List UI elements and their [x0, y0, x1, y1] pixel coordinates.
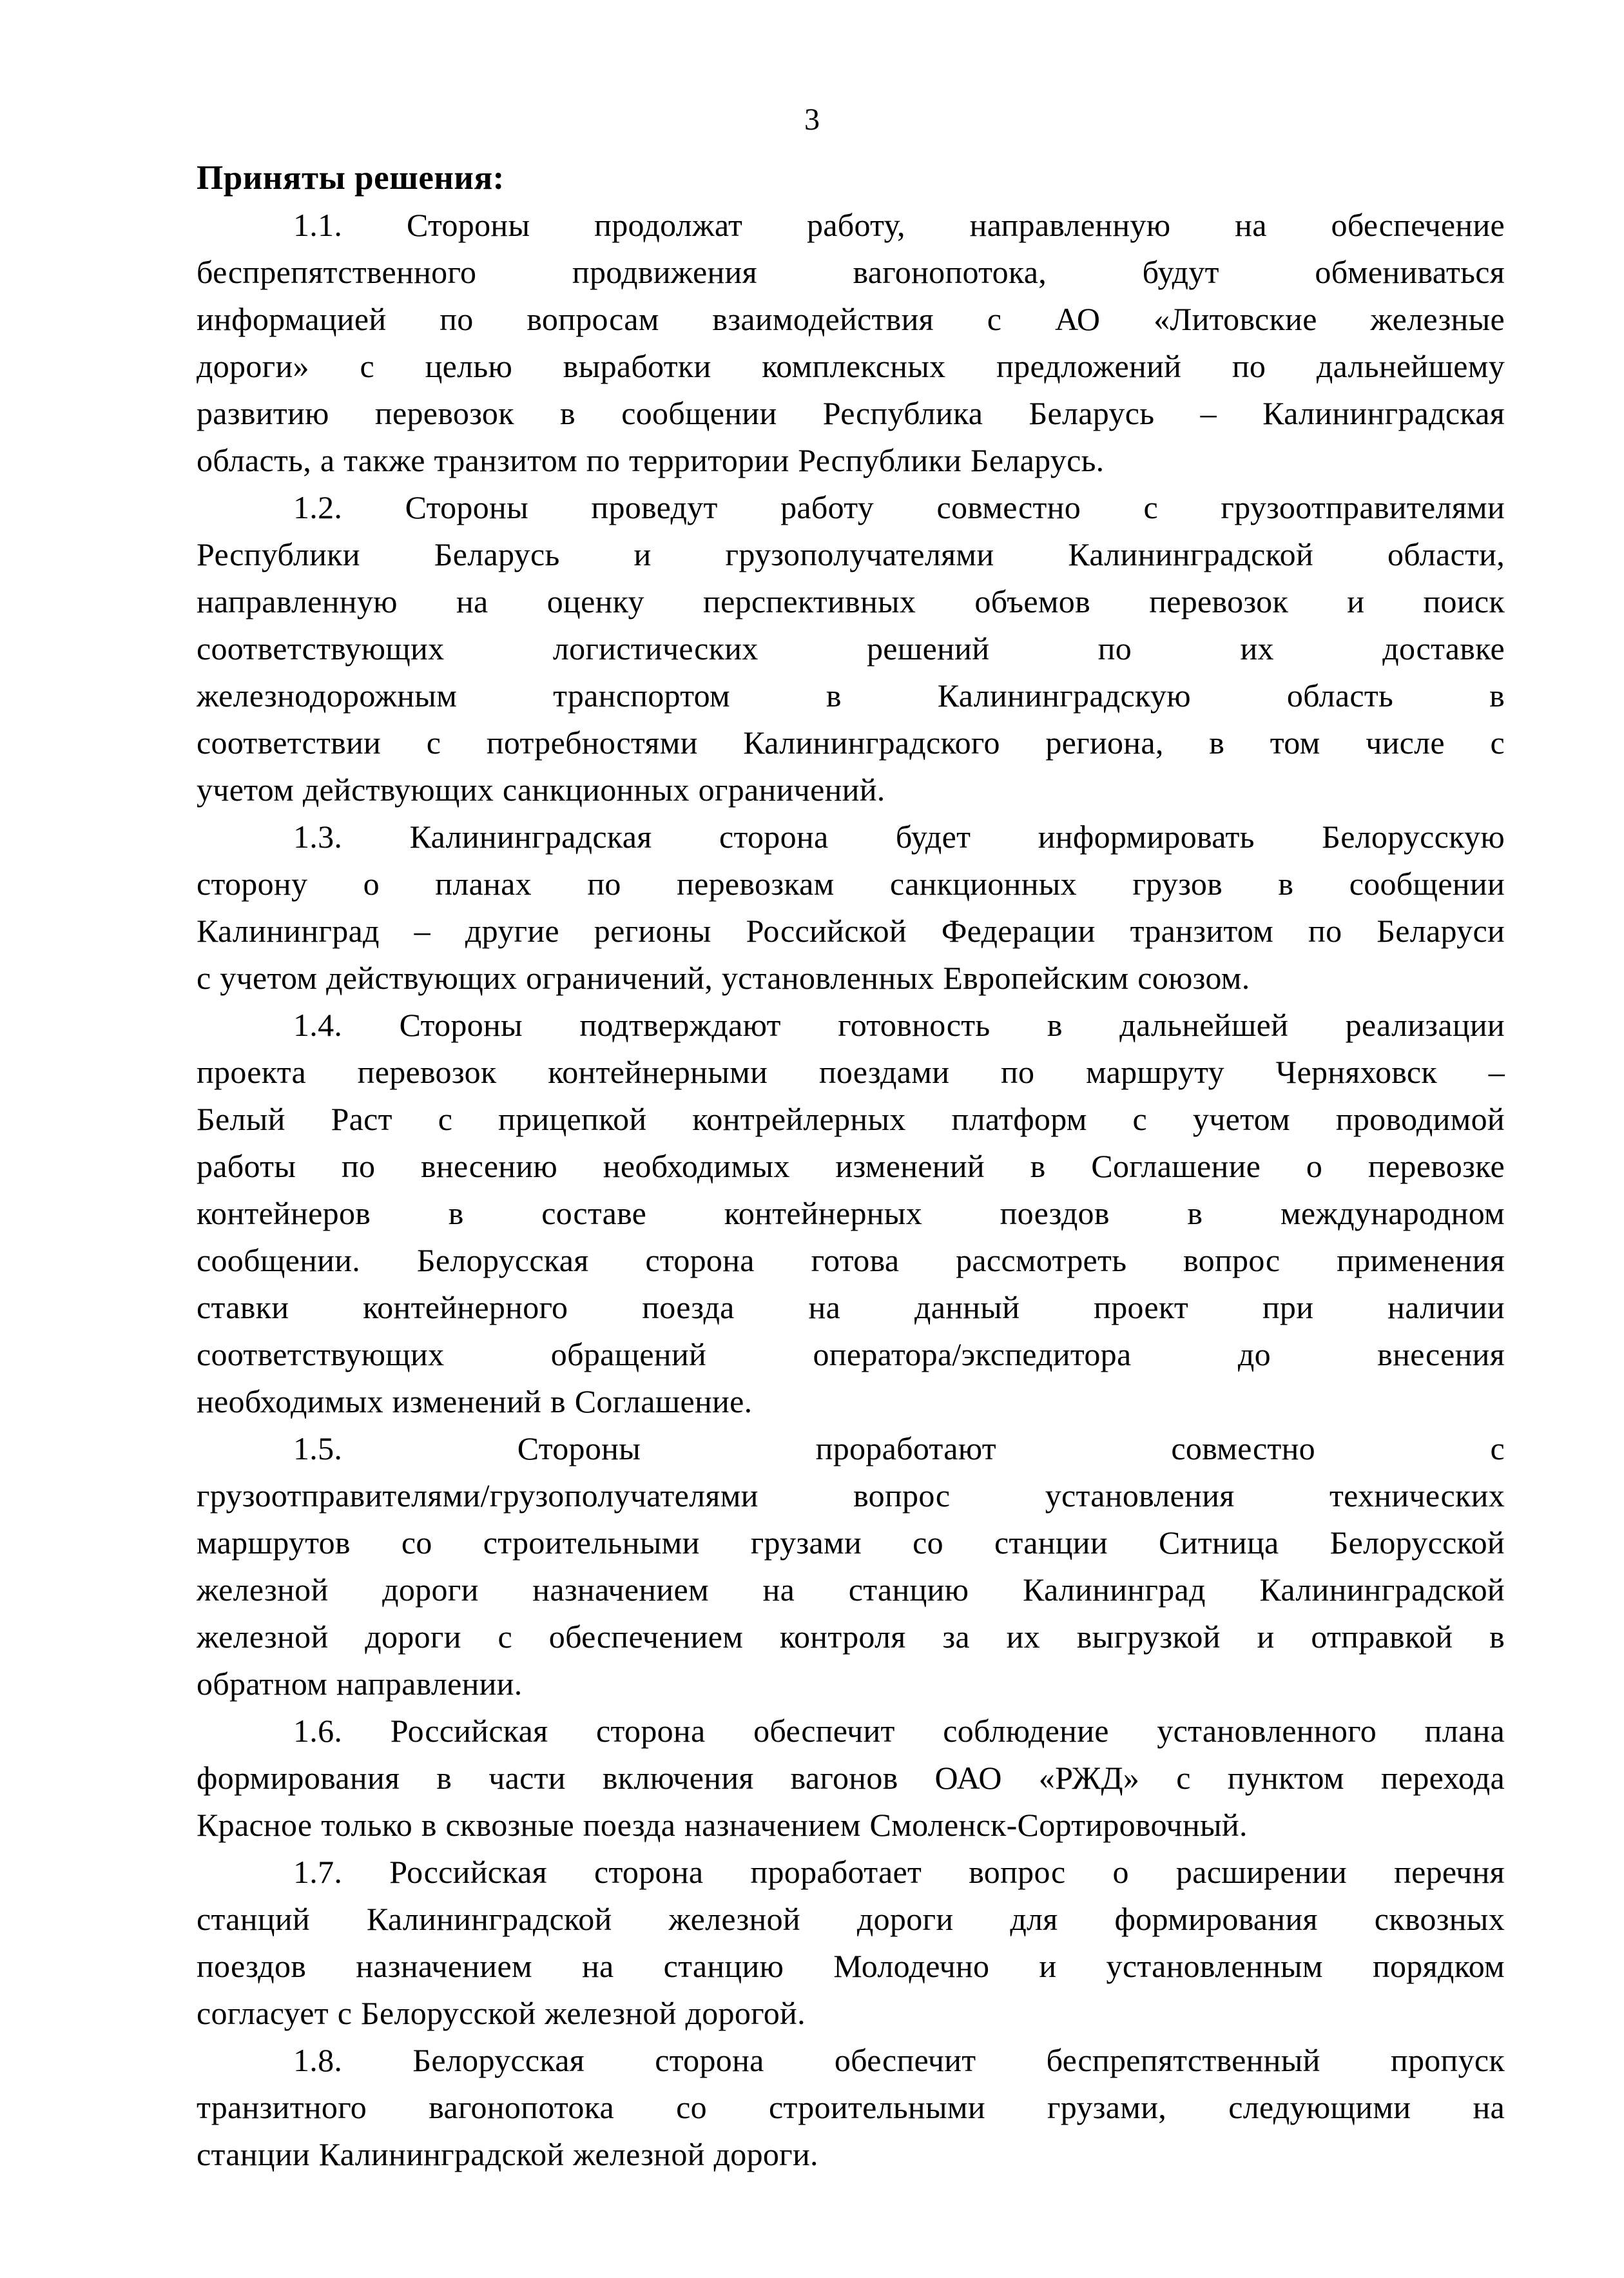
- text-line: соответствующих обращений оператора/экспедитора до внесения: [197, 1336, 1505, 1372]
- text-line: работы по внесению необходимых изменений в Соглашение о перевозке: [197, 1148, 1505, 1184]
- text-line: 1.5. Стороны проработают совместно с: [293, 1430, 1505, 1466]
- text-line: 1.4. Стороны подтверждают готовность в дальнейшей реализации: [293, 1007, 1505, 1043]
- document-content: [197, 155, 1505, 2178]
- text-line: 1.2. Стороны проведут работу совместно с грузоотправителями: [293, 489, 1505, 525]
- text-line: формирования в части включения вагонов ОАО «РЖД» с пунктом перехода: [197, 1760, 1505, 1796]
- text-line: область, а также транзитом по территории Республики Беларусь.: [197, 442, 1105, 478]
- text-line: информацией по вопросам взаимодействия с АО «Литовские железные: [197, 301, 1505, 337]
- text-line: дороги» с целью выработки комплексных предложений по дальнейшему: [197, 348, 1505, 384]
- paragraph: [197, 813, 1505, 1002]
- text-line: 1.6. Российская сторона обеспечит соблюдение установленного плана: [293, 1713, 1505, 1749]
- text-line: 1.3. Калининградская сторона будет информировать Белорусскую: [293, 819, 1505, 855]
- text-line: соответствии с потребностями Калининградского региона, в том числе с: [197, 725, 1505, 761]
- text-line: транзитного вагонопотока со строительными грузами, следующими на: [197, 2089, 1505, 2125]
- text-line: станции Калининградской железной дороги.: [197, 2136, 818, 2172]
- paragraph: [197, 1425, 1505, 1708]
- text-line: проекта перевозок контейнерными поездами по маршруту Черняховск –: [197, 1054, 1505, 1090]
- page-number: 3: [804, 102, 820, 137]
- paragraph: [197, 202, 1505, 484]
- text-line: грузоотправителями/грузополучателями вопрос установления технических: [197, 1477, 1505, 1514]
- text-line: Белый Раст с прицепкой контрейлерных платформ с учетом проводимой: [197, 1101, 1505, 1137]
- text-line: 1.8. Белорусская сторона обеспечит беспрепятственный пропуск: [293, 2042, 1505, 2078]
- paragraph: [197, 1002, 1505, 1425]
- text-line: 1.1. Стороны продолжат работу, направленную на обеспечение: [293, 207, 1505, 243]
- text-line: Красное только в сквозные поезда назначением Смоленск-Сортировочный.: [197, 1807, 1248, 1843]
- text-line: соответствующих логистических решений по их доставке: [197, 630, 1505, 667]
- text-line: сторону о планах по перевозкам санкционных грузов в сообщении: [197, 866, 1505, 902]
- paragraph: [197, 2037, 1505, 2178]
- text-line: согласует с Белорусской железной дорогой.: [197, 1995, 806, 2031]
- text-line: контейнеров в составе контейнерных поездов в международном: [197, 1195, 1505, 1231]
- document-body: [197, 202, 1505, 2178]
- text-line: 1.7. Российская сторона проработает вопрос о расширении перечня: [293, 1854, 1505, 1890]
- text-line: железной дороги назначением на станцию Калининград Калининградской: [197, 1572, 1505, 1608]
- text-line: маршрутов со строительными грузами со станции Ситница Белорусской: [197, 1524, 1505, 1561]
- text-line: станций Калининградской железной дороги для формирования сквозных: [197, 1901, 1505, 1937]
- decisions-heading: Приняты решения:: [197, 159, 505, 197]
- text-line: железнодорожным транспортом в Калининградскую область в: [197, 677, 1505, 714]
- text-line: необходимых изменений в Соглашение.: [197, 1383, 753, 1419]
- text-line: беспрепятственного продвижения вагонопотока, будут обмениваться: [197, 254, 1505, 290]
- text-line: учетом действующих санкционных ограничений.: [197, 772, 885, 808]
- text-line: обратном направлении.: [197, 1666, 523, 1702]
- text-line: сообщении. Белорусская сторона готова рассмотреть вопрос применения: [197, 1242, 1505, 1278]
- text-line: ставки контейнерного поезда на данный проект при наличии: [197, 1289, 1505, 1325]
- paragraph: [197, 484, 1505, 813]
- text-line: Калининград – другие регионы Российской Федерации транзитом по Беларуси: [197, 913, 1505, 949]
- paragraph: [197, 1849, 1505, 2037]
- text-line: железной дороги с обеспечением контроля за их выгрузкой и отправкой в: [197, 1619, 1505, 1655]
- text-line: развитию перевозок в сообщении Республика Беларусь – Калининградская: [197, 395, 1505, 431]
- text-line: Республики Беларусь и грузополучателями Калининградской области,: [197, 536, 1505, 572]
- text-line: направленную на оценку перспективных объемов перевозок и поиск: [197, 583, 1505, 619]
- paragraph: [197, 1708, 1505, 1849]
- text-line: поездов назначением на станцию Молодечно и установленным порядком: [197, 1948, 1505, 1984]
- text-line: с учетом действующих ограничений, установленных Европейским союзом.: [197, 960, 1250, 996]
